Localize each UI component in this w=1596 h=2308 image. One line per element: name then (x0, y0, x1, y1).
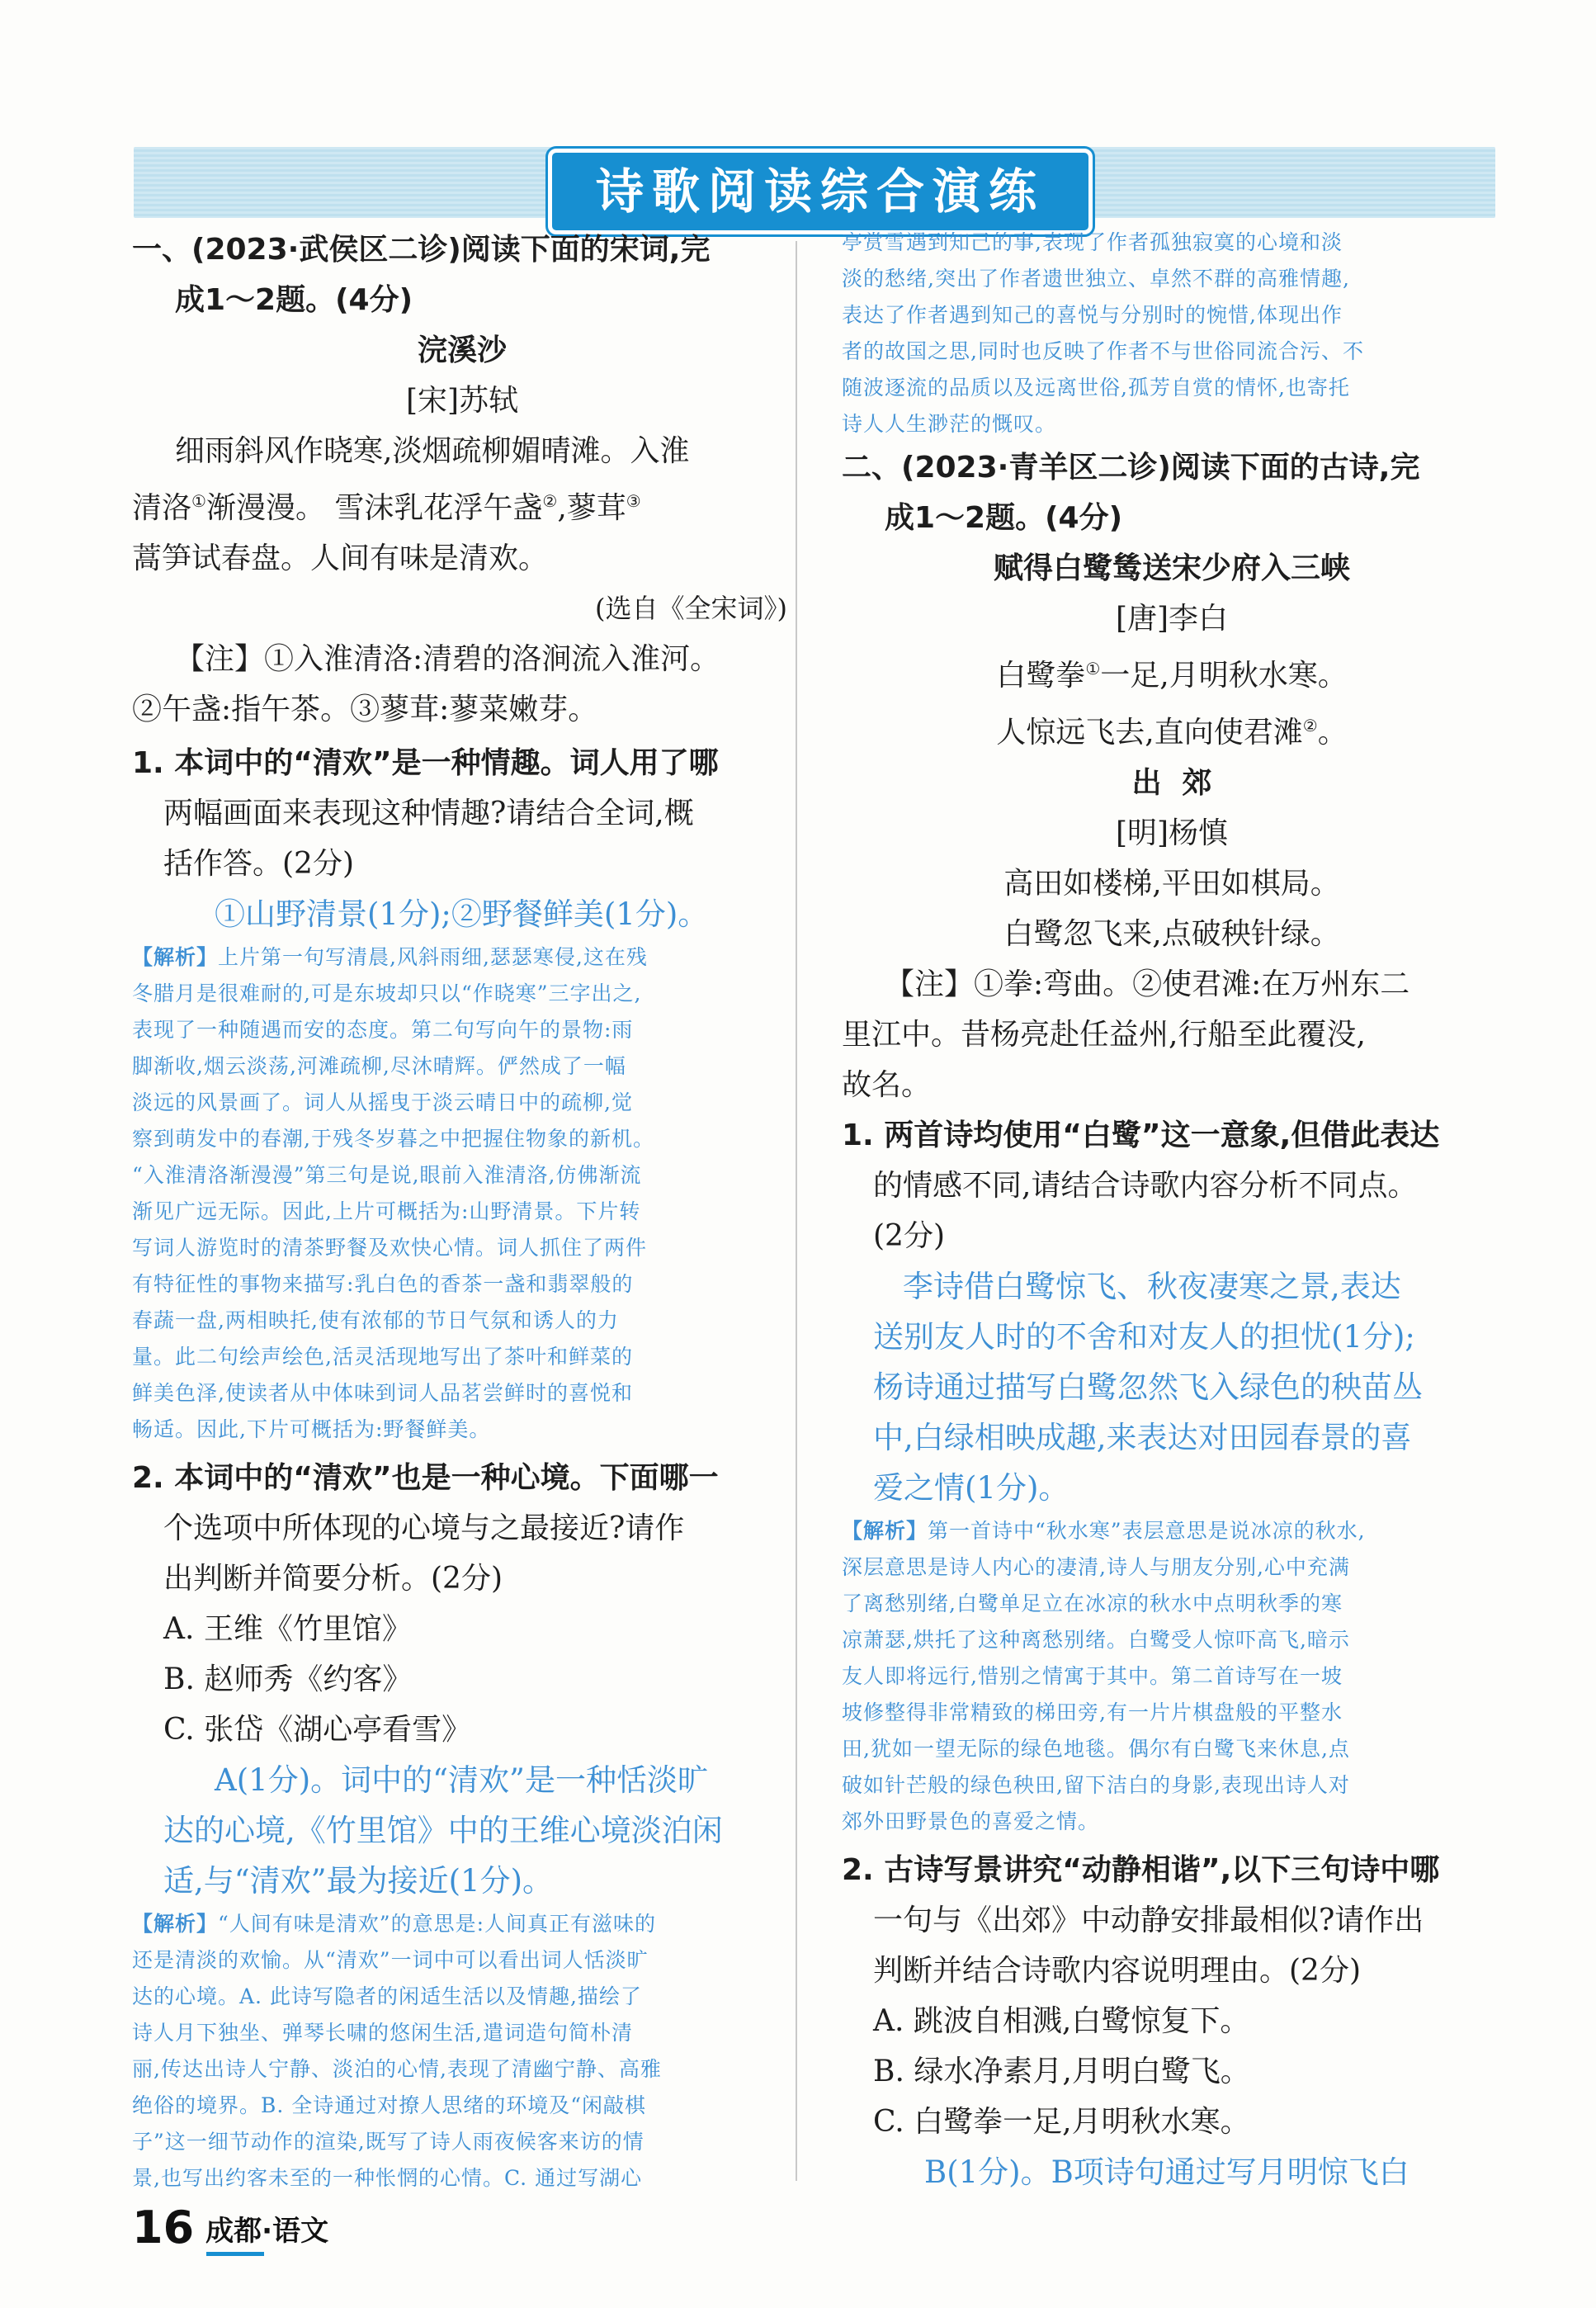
section-heading: 成1～2题。(4分) (175, 283, 413, 317)
explanation-tag: 【解析】 (132, 1912, 219, 1936)
explanation-line: 景,也写出约客未至的一种怅惘的心情。C. 通过写湖心 (132, 2166, 643, 2190)
explanation-line: 绝俗的境界。B. 全诗通过对撩人思绪的环境及“闲敲棋 (132, 2093, 647, 2117)
answer-2: A(1分)。词中的“清欢”是一种恬淡旷 (215, 1762, 708, 1798)
footnote-mark: ③ (626, 491, 641, 511)
explanation-line: 丽,传达出诗人宁静、淡泊的心情,表现了清幽宁静、高雅 (132, 2057, 662, 2081)
page-number: 16 (132, 2202, 195, 2254)
answer-1: ①山野清景(1分);②野餐鲜美(1分)。 (215, 896, 709, 932)
explanation-line: 有特征性的事物来描写:乳白色的香茶一盏和翡翠般的 (132, 1272, 634, 1296)
answer-1: 送别友人时的不舍和对友人的担忧(1分); (873, 1319, 1415, 1355)
poem-text: 人惊远飞去,直向使君滩 (996, 716, 1303, 750)
option-b: B. 绿水净素月,月明白鹭飞。 (873, 2055, 1250, 2088)
poem-text: 渐漫漫。 雪沫乳花浮午盏 (205, 491, 543, 525)
poem-author: [明]杨慎 (1115, 816, 1229, 850)
explanation-line: 表现了一种随遇而安的态度。第二句写向午的景物:雨 (132, 1018, 634, 1042)
question-1: (2分) (873, 1219, 945, 1253)
explanation-line: 还是清淡的欢愉。从“清欢”一词中可以看出词人恬淡旷 (132, 1948, 649, 1972)
explanation-line: 了离愁别绪,白鹭单足立在冰凉的秋水中点明秋季的寒 (842, 1591, 1343, 1615)
poem-text: 清洛 (132, 491, 192, 525)
section-heading: 成1～2题。(4分) (885, 501, 1123, 535)
section-title: 诗歌阅读综合演练 (548, 149, 1093, 234)
poem-text: ,蓼茸 (557, 491, 626, 525)
question-1: 1. 本词中的“清欢”是一种情趣。词人用了哪 (132, 746, 719, 780)
footnote-mark: ① (191, 491, 206, 511)
footnote-mark: ② (542, 491, 558, 511)
answer-1: 杨诗通过描写白鹭忽然飞入绿色的秧苗丛 (873, 1369, 1423, 1405)
poem-text: 白鹭拳 (996, 659, 1086, 693)
explanation-line: 春蔬一盘,两相映托,使有浓郁的节日气氛和诱人的力 (132, 1308, 619, 1332)
explanation-line: 写词人游览时的清茶野餐及欢快心情。词人抓住了两件 (132, 1236, 648, 1260)
answer-1: 李诗借白鹭惊飞、秋夜凄寒之景,表达 (903, 1269, 1401, 1304)
section-heading: 一、(2023·武侯区二诊)阅读下面的宋词,完 (132, 233, 711, 267)
option-b: B. 赵师秀《约客》 (163, 1662, 413, 1696)
explanation-line: 冬腊月是很难耐的,可是东坡却只以“作晓寒”三字出之, (132, 981, 642, 1005)
poem-line: 细雨斜风作晓寒,淡烟疏柳媚晴滩。入淮 (175, 434, 690, 468)
poem-line: 白鹭忽飞来,点破秧针绿。 (1003, 917, 1340, 951)
question-2: 个选项中所体现的心境与之最接近?请作 (163, 1511, 685, 1545)
note: 故名。 (842, 1068, 932, 1102)
answer-2: B(1分)。B项诗句通过写月明惊飞白 (924, 2154, 1409, 2190)
poem-line: 蒿笋试春盘。人间有味是清欢。 (132, 542, 549, 575)
explanation-line: 者的故国之思,同时也反映了作者不与世俗同流合污、不 (842, 339, 1364, 363)
poem-title: 赋得白鹭鸶送宋少府入三峡 (993, 551, 1350, 585)
option-c: C. 白鹭拳一足,月明秋水寒。 (873, 2105, 1250, 2139)
explanation-line: 诗人月下独坐、弹琴长啸的悠闲生活,遣词造句简朴清 (132, 2021, 633, 2045)
option-a: A. 王维《竹里馆》 (163, 1612, 412, 1646)
answer-1: 爱之情(1分)。 (873, 1470, 1070, 1506)
explanation-line: 破如针芒般的绿色秧田,留下洁白的身影,表现出诗人对 (842, 1773, 1350, 1797)
question-1: 两幅画面来表现这种情趣?请结合全词,概 (163, 797, 694, 830)
footnote-mark: ① (1085, 659, 1101, 679)
explanation-line: 达的心境。A. 此诗写隐者的闲适生活以及情趣,描绘了 (132, 1984, 642, 2008)
explanation-line: 凉萧瑟,烘托了这种离愁别绪。白鹭受人惊吓高飞,暗示 (842, 1628, 1350, 1652)
explanation-line: 畅适。因此,下片可概括为:野餐鲜美。 (132, 1417, 491, 1441)
right-column (842, 225, 1502, 2197)
explanation-1 (132, 939, 792, 1448)
poem-source: (选自《全宋词》) (595, 593, 787, 624)
question-2: 判断并结合诗歌内容说明理由。(2分) (873, 1954, 1361, 1988)
note: 【注】①拳:弯曲。②使君滩:在万州东二 (885, 967, 1410, 1001)
explanation-line: 渐见广远无际。因此,上片可概括为:山野清景。下片转 (132, 1199, 641, 1223)
explanation-tag: 【解析】 (132, 945, 219, 969)
answer-2: 适,与“清欢”最为接近(1分)。 (163, 1863, 554, 1899)
explanation-line: 坡修整得非常精致的梯田旁,有一片片棋盘般的平整水 (842, 1700, 1343, 1724)
question-1: 的情感不同,请结合诗歌内容分析不同点。 (873, 1169, 1418, 1203)
explanation-line: 察到萌发中的春潮,于残冬岁暮之中把握住物象的新机。 (132, 1127, 654, 1151)
section-heading: 二、(2023·青羊区二诊)阅读下面的古诗,完 (842, 451, 1420, 485)
explanation-1 (842, 1513, 1502, 1840)
explanation-line: 亭赏雪遇到知己的事,表现了作者孤独寂寞的心境和淡 (842, 230, 1343, 254)
answer-1: 中,白绿相映成趣,来表达对田园春景的喜 (873, 1420, 1412, 1455)
explanation-line: “入淮清洛渐漫漫”第三句是说,眼前入淮清洛,仿佛渐流 (132, 1163, 642, 1187)
explanation-line: 第一首诗中“秋水寒”表层意思是说冰凉的秋水, (928, 1519, 1366, 1543)
poem-author: [唐]李白 (1115, 602, 1229, 636)
column-divider (796, 241, 797, 2181)
question-1: 1. 两首诗均使用“白鹭”这一意象,但借此表达 (842, 1119, 1440, 1152)
poem-line: 高田如楼梯,平田如棋局。 (1003, 867, 1340, 901)
left-column (132, 225, 792, 2197)
explanation-line: 量。此二句绘声绘色,活灵活现地写出了茶叶和鲜菜的 (132, 1345, 633, 1369)
poem-author: [宋]苏轼 (405, 384, 519, 418)
question-2: 一句与《出郊》中动静安排最相似?请作出 (873, 1904, 1424, 1937)
note: 里江中。昔杨亮赴任益州,行船至此覆没, (842, 1018, 1366, 1052)
question-1: 括作答。(2分) (163, 847, 354, 881)
answer-2: 达的心境,《竹里馆》中的王维心境淡泊闲 (163, 1813, 723, 1848)
poem-line (132, 476, 792, 533)
explanation-line: 脚渐收,烟云淡荡,河滩疏柳,尽沐晴辉。俨然成了一幅 (132, 1054, 626, 1078)
question-2: 出判断并简要分析。(2分) (163, 1562, 503, 1596)
explanation-line: 郊外田野景色的喜爱之情。 (842, 1809, 1100, 1833)
explanation-line: “人间有味是清欢”的意思是:人间真正有滋味的 (218, 1912, 657, 1936)
explanation-line: 淡的愁绪,突出了作者遗世独立、卓然不群的高雅情趣, (842, 267, 1350, 291)
poem-text: 。 (1317, 716, 1348, 750)
note: 【注】①入淮清洛:清碧的洛涧流入淮河。 (175, 642, 720, 676)
poem-text: 一足,月明秋水寒。 (1100, 659, 1348, 693)
note: ②午盏:指午茶。③蓼茸:蓼菜嫩芽。 (132, 693, 598, 726)
explanation-line: 田,犹如一望无际的绿色地毯。偶尔有白鹭飞来休息,点 (842, 1737, 1350, 1761)
explanation-line: 上片第一句写清晨,风斜雨细,瑟瑟寒侵,这在残 (218, 945, 648, 969)
explanation-line: 鲜美色泽,使读者从中体味到词人品茗尝鲜时的喜悦和 (132, 1381, 633, 1405)
explanation-line: 深层意思是诗人内心的凄清,诗人与朋友分别,心中充满 (842, 1555, 1350, 1579)
explanation-2 (132, 1906, 792, 2197)
explanation-line: 子”这一细节动作的渲染,既写了诗人雨夜候客来访的情 (132, 2130, 645, 2154)
page-footer (132, 2196, 328, 2254)
question-2: 2. 本词中的“清欢”也是一种心境。下面哪一 (132, 1461, 719, 1495)
option-a: A. 跳波自相溅,白鹭惊复下。 (873, 2004, 1250, 2038)
footer-accent-bar (206, 2252, 264, 2256)
footnote-mark: ② (1302, 716, 1318, 735)
explanation-line: 表达了作者遇到知己的喜悦与分别时的惋惜,体现出作 (842, 303, 1343, 327)
explanation-continued (842, 225, 1502, 442)
explanation-line: 友人即将远行,惜别之情寓于其中。第二首诗写在一坡 (842, 1664, 1343, 1688)
explanation-line: 随波逐流的品质以及远离世俗,孤芳自赏的情怀,也寄托 (842, 376, 1350, 400)
footer-label: 成都·语文 (205, 2215, 329, 2248)
option-c: C. 张岱《湖心亭看雪》 (163, 1713, 472, 1747)
question-2: 2. 古诗写景讲究“动静相谐”,以下三句诗中哪 (842, 1853, 1440, 1887)
poem-line (842, 644, 1502, 701)
explanation-tag: 【解析】 (842, 1519, 928, 1543)
poem-line (842, 701, 1502, 758)
poem-title: 出 郊 (1131, 766, 1212, 800)
poem-title: 浣溪沙 (417, 333, 507, 367)
explanation-line: 淡远的风景画了。词人从摇曳于淡云晴日中的疏柳,觉 (132, 1090, 633, 1114)
explanation-line: 诗人人生渺茫的慨叹。 (842, 412, 1057, 436)
